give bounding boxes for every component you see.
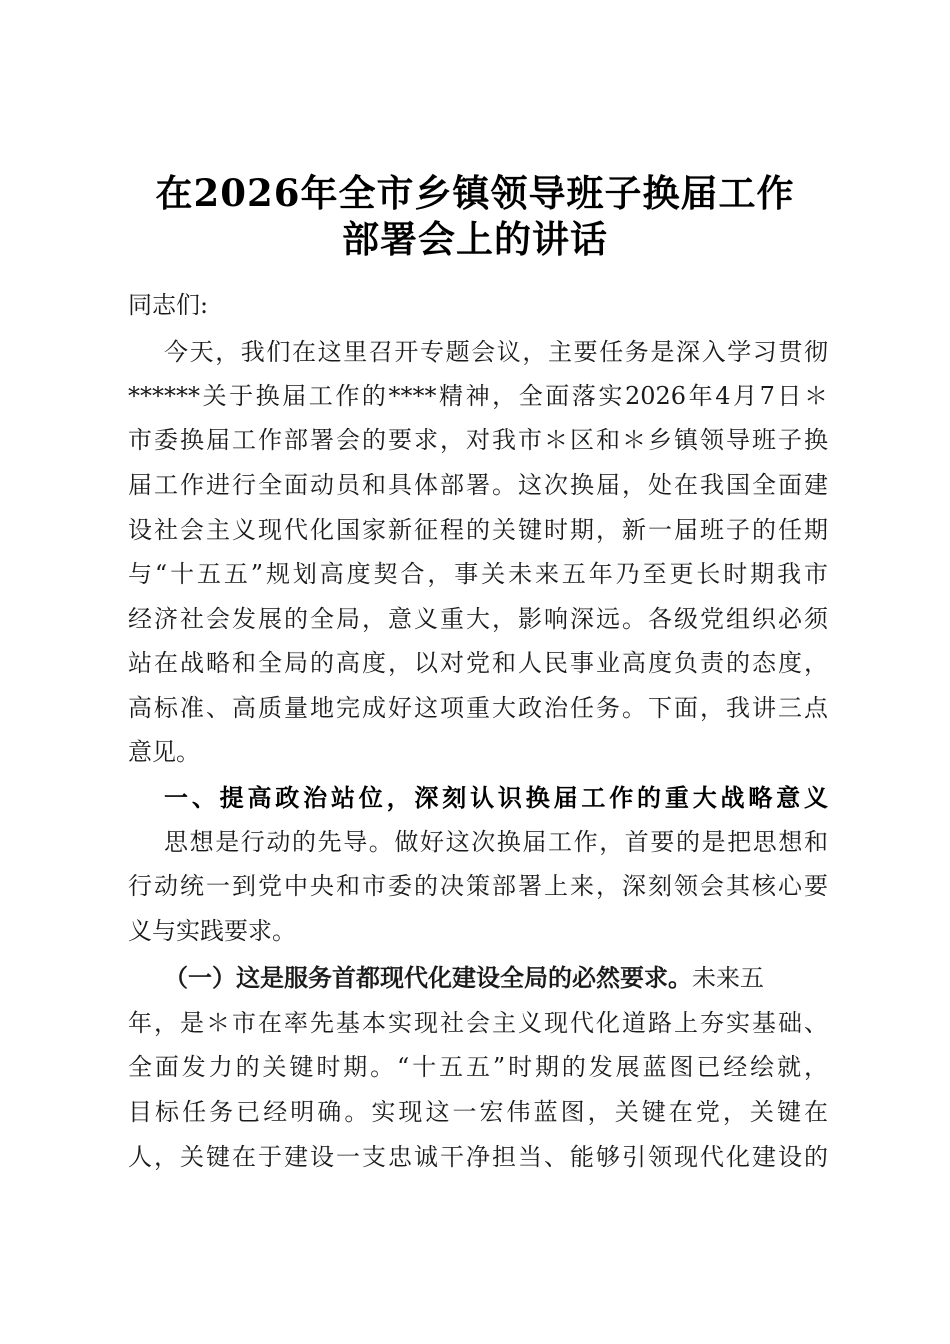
paragraph-2-line: 行动统一到党中央和市委的决策部署上来，深刻领会其核心要: [128, 872, 828, 900]
paragraph-1-line: 市委换届工作部署会的要求，对我市＊区和＊乡镇领导班子换: [128, 426, 828, 454]
paragraph-3-line: 全面发力的关键时期。“十五五”时期的发展蓝图已经绘就，: [128, 1053, 828, 1081]
subsection-1-line: [164, 958, 828, 998]
paragraph-1-line: 届工作进行全面动员和具体部署。这次换届，处在我国全面建: [128, 471, 828, 499]
document-title-line-2: 部署会上的讲话: [342, 217, 608, 261]
subsection-1-lead-text: 未来五: [692, 964, 764, 992]
paragraph-1-line: 今天，我们在这里召开专题会议，主要任务是深入学习贯彻: [164, 338, 828, 366]
paragraph-3-line: 年，是＊市在率先基本实现社会主义现代化道路上夯实基础、: [128, 1009, 828, 1037]
paragraph-1-line: 与“十五五”规划高度契合，事关未来五年乃至更长时期我市: [128, 560, 828, 588]
subsection-1-heading: （一）这是服务首都现代化建设全局的必然要求。: [164, 963, 692, 992]
paragraph-1-line: 设社会主义现代化国家新征程的关键时期，新一届班子的任期: [128, 516, 828, 544]
document-title-line-1: 在2026年全市乡镇领导班子换届工作: [155, 171, 795, 215]
paragraph-3-line: 目标任务已经明确。实现这一宏伟蓝图，关键在党，关键在: [128, 1098, 828, 1126]
paragraph-2-line: 思想是行动的先导。做好这次换届工作，首要的是把思想和: [164, 828, 828, 856]
paragraph-1-line: 经济社会发展的全局，意义重大，影响深远。各级党组织必须: [128, 605, 828, 633]
paragraph-1-line: ******关于换届工作的****精神，全面落实2026年4月7日＊: [128, 382, 828, 410]
paragraph-1-line: 意见。: [128, 738, 200, 766]
paragraph-2-line: 义与实践要求。: [128, 917, 296, 945]
paragraph-3-line: 人，关键在于建设一支忠诚干净担当、能够引领现代化建设的: [128, 1143, 828, 1171]
section-heading-1: 一、提高政治站位，深刻认识换届工作的重大战略意义: [164, 783, 828, 812]
paragraph-1-line: 站在战略和全局的高度，以对党和人民事业高度负责的态度，: [128, 649, 828, 677]
paragraph-1-line: 高标准、高质量地完成好这项重大政治任务。下面，我讲三点: [128, 694, 828, 722]
greeting: 同志们:: [128, 291, 209, 319]
